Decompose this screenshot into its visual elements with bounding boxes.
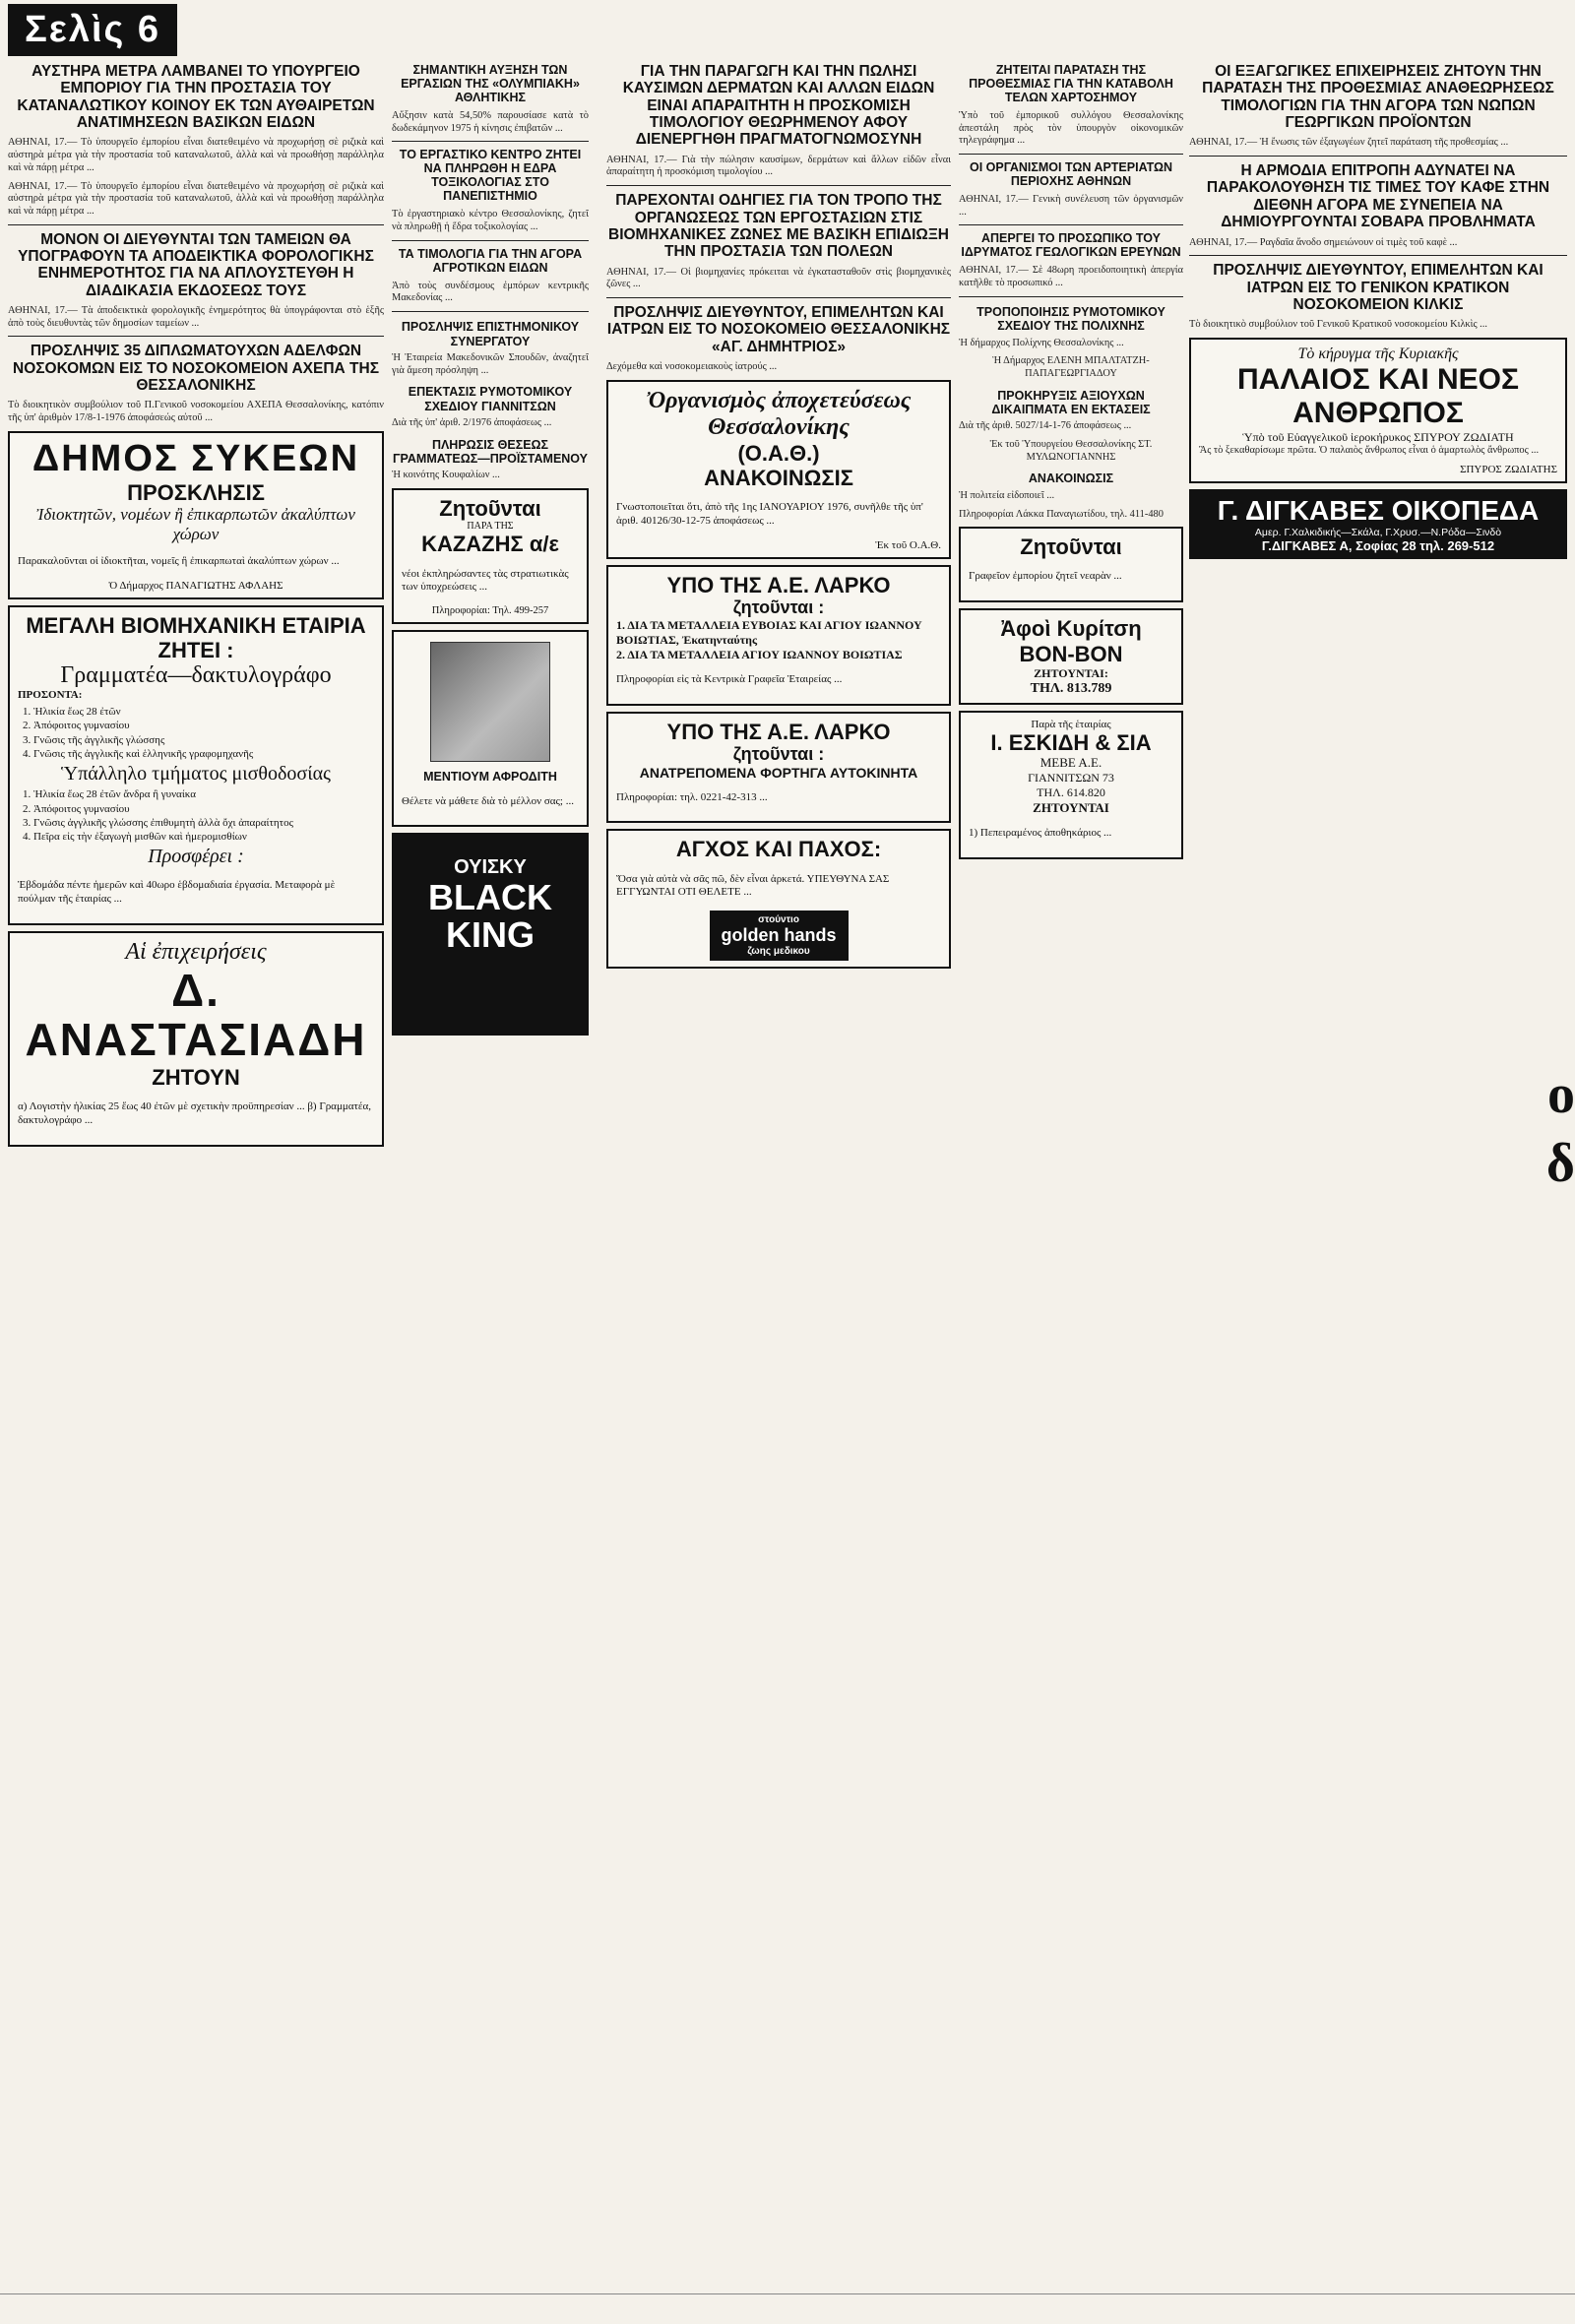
anatolia-title: ΑΝΑΚΟΙΝΩΣΙΣ — [1028, 471, 1114, 486]
larko2-title: ΥΠΟ ΤΗΣ Α.Ε. ΛΑΡΚΟ — [666, 719, 891, 744]
industry-offer-text: Ἑβδομάδα πέντε ἡμερῶν καὶ 40ωρο ἑβδομαδιαία ἐργασία. Μεταφορὰ μὲ πούλμαν τῆς ἑταιρίας ... — [18, 879, 336, 906]
diet-brand-post: ζωης μεδικου — [747, 946, 810, 958]
coffee-text: ΑΘΗΝΑΙ, 17.— Ραγδαῖα ἄνοδο σημειώνουν οἱ τιμὲς τοῦ καφὲ ... — [1189, 236, 1458, 248]
anastasiadi-name: Δ. ΑΝΑΣΤΑΣΙΑΔΗ — [25, 964, 367, 1066]
sermon-label: Τὸ κήρυγμα τῆς Κυριακῆς — [1297, 345, 1459, 363]
bonbon-wants: ΖΗΤΟΥΝΤΑΙ: — [1034, 665, 1108, 680]
labcentre-headline: ΤΟ ΕΡΓΑΣΤΙΚΟ ΚΕΝΤΡΟ ΖΗΤΕΙ ΝΑ ΠΛΗΡΩΘΗ Η ΕΔΡΑ ΤΟΞΙΚΟΛΟΓΙΑΣ ΣΤΟ ΠΑΝΕΠΙΣΤΗΜΙΟ — [399, 148, 582, 204]
aphrodite-photo — [430, 642, 550, 762]
typists-text: Ἡ Ἑταιρεία Μακεδονικῶν Σπουδῶν, ἀναζητεῖ γιὰ ἄμεση πρόσληψη ... — [392, 351, 589, 376]
industry-qual-label: ΠΡΟΣΟΝΤΑ: — [18, 689, 83, 702]
industry-role1: Γραμματέα—δακτυλογράφο — [60, 662, 332, 689]
main-headline: ΑΥΣΤΗΡΑ ΜΕΤΡΑ ΛΑΜΒΑΝΕΙ ΤΟ ΥΠΟΥΡΓΕΙΟ ΕΜΠΟΡΙΟΥ ΓΙΑ ΤΗΝ ΠΡΟΣΤΑΣΙΑ ΤΟΥ ΚΑΤΑΝΑΛΩΤΙΚΟΥ ΚΟΙΝΟΥ ΕΚ ΤΩΝ ΑΥΘΑΙΡΕΤΩΝ ΑΝΑΤΙΜΗΣΕΩΝ ΒΑΣΙΚΩΝ ΕΙΔΩΝ — [17, 63, 375, 132]
diet-brand-box — [710, 911, 849, 961]
main-article-text-repeat: ΑΘΗΝΑΙ, 17.— Τὸ ὑπουργεῖο ἐμπορίου εἶναι διατεθειμένο νὰ προχωρήσῃ σὲ ριζικὰ καὶ αὐστηρὰ μέτρα γιὰ τὴν προστασία τοῦ καταναλωτοῦ, ἀλλὰ καὶ νὰ προωθήσῃ παράλληλα καὶ νὰ πάρῃ μέτρα ... — [8, 180, 384, 217]
exports-headline: ΟΙ ΕΞΑΓΩΓΙΚΕΣ ΕΠΙΧΕΙΡΗΣΕΙΣ ΖΗΤΟΥΝ ΤΗΝ ΠΑΡΑΤΑΣΗ ΤΗΣ ΠΡΟΘΕΣΜΙΑΣ ΑΝΑΘΕΩΡΗΣΕΩΣ ΤΙΜΟΛΟΓΙΩΝ ΓΙΑ ΤΗΝ ΑΓΟΡΑ ΤΩΝ ΝΩΠΩΝ ΓΕΩΡΓΙΚΩΝ ΠΡΟΪΟΝΤΩΝ — [1202, 63, 1554, 132]
larko2-sub: ΑΝΑΤΡΕΠΟΜΕΝΑ ΦΟΡΤΗΓΑ ΑΥΤΟΚΙΝΗΤΑ — [639, 764, 918, 781]
digkaves-text: Αμερ. Γ.Χαλκιδικής—Σκάλα, Γ.Χρυσ.—Ν.Ρόδα—Σινδὸ — [1254, 526, 1502, 538]
column-6 — [1189, 59, 1567, 2285]
urbanplan-text: Ἡ δήμαρχος Πολίχνης Θεσσαλονίκης ... — [959, 337, 1124, 348]
diet-ad — [606, 829, 951, 969]
zones-headline: ΠΑΡΕΧΟΝΤΑΙ ΟΔΗΓΙΕΣ ΓΙΑ ΤΟΝ ΤΡΟΠΟ ΤΗΣ ΟΡΓΑΝΩΣΕΩΣ ΤΩΝ ΕΡΓΟΣΤΑΣΙΩΝ ΣΤΙΣ ΒΙΟΜΗΧΑΝΙΚΕΣ ΖΩΝΕΣ ΜΕ ΒΑΣΙΚΗ ΕΠΙΔΙΩΞΗ ΤΗΝ ΠΡΟΣΤΑΣΙΑ ΤΩΝ ΠΟΛΕΩΝ — [608, 192, 949, 261]
olympic-text: Αὔξησιν κατὰ 54,50% παρουσίασε κατὰ τὸ δωδεκάμηνον 1975 ἡ κίνησις ἐπιβατῶν ... — [392, 110, 589, 134]
industry-quals1-list — [18, 705, 374, 761]
kazazis-name: ΚΑΖΑΖΗΣ α/ε — [421, 532, 559, 557]
qualification-item: 1. Ἡλικία ἕως 28 ἐτῶν — [33, 705, 374, 719]
labcentre-text: Τὸ ἐργαστηριακὸ κέντρο Θεσσαλονίκης, ζητεῖ νὰ πληρωθῇ ἡ ἕδρα τοξικολογίας ... — [392, 209, 589, 233]
qualification-item: 2. Ἀπόφοιτος γυμνασίου — [33, 719, 374, 732]
prices-text: Ἀπὸ τοὺς συνδέσμους ἐμπόρων κεντρικῆς Μακεδονίας ... — [392, 280, 589, 304]
larko1-title: ΥΠΟ ΤΗΣ Α.Ε. ΛΑΡΚΟ — [666, 572, 891, 597]
sermon-box — [1189, 338, 1567, 483]
digkaves-name: Γ. ΔΙΓΚΑΒΕΣ ΟΙΚΟΠΕΔΑ — [1217, 494, 1540, 526]
hospital-text: Δεχόμεθα καὶ νοσοκομειακοὺς ἰατρούς ... — [606, 361, 778, 373]
sykeon-subtitle: ΠΡΟΣΚΛΗΣΙΣ — [127, 479, 265, 505]
anatolia-phone: Πληροφορίαι Λάκκα Παναγιωτίδου, τηλ. 411-480 — [959, 508, 1164, 520]
industry-wants: ΖΗΤΕΙ : — [158, 637, 234, 662]
hospital-headline: ΠΡΟΣΛΗΨΙΣ ΔΙΕΥΘΥΝΤΟΥ, ΕΠΙΜΕΛΗΤΩΝ ΚΑΙ ΙΑΤΡΩΝ ΕΙΣ ΤΟ ΝΟΣΟΚΟΜΕΙΟ ΘΕΣΣΑΛΟΝΙΚΗΣ «ΑΓ. ΔΗΜΗΤΡΙΟΣ» — [606, 303, 951, 355]
digkaves-address: Γ.ΔΙΓΚΑΒΕΣ Α, Σοφίας 28 τηλ. 269-512 — [1261, 537, 1495, 553]
main-article-text: ΑΘΗΝΑΙ, 17.— Τὸ ὑπουργεῖο ἐμπορίου εἶναι διατεθειμένο νὰ προχωρήσῃ σὲ ριζικὰ καὶ αὐστηρὰ μέτρα γιὰ τὴν προστασία τοῦ καταναλωτοῦ, ἀλλὰ καὶ νὰ προωθήσῃ παράλληλα καὶ νὰ πάρῃ μέτρα ... — [8, 137, 384, 173]
larko1-ad — [606, 565, 951, 706]
column-center — [606, 59, 951, 2285]
oath-title: Ὀργανισμὸς ἀποχετεύσεως Θεσσαλονίκης — [646, 387, 912, 440]
employment-headline: ΜΟΝΟΝ ΟΙ ΔΙΕΥΘΥΝΤΑΙ ΤΩΝ ΤΑΜΕΙΩΝ ΘΑ ΥΠΟΓΡΑΦΟΥΝ ΤΑ ΑΠΟΔΕΙΚΤΙΚΑ ΦΟΡΟΛΟΓΙΚΗΣ ΕΝΗΜΕΡΟΤΗΤΟΣ ΓΙΑ ΝΑ ΑΠΛΟΥΣΤΕΥΘΗ Η ΔΙΑΔΙΚΑΣΙΑ ΕΚΔΟΣΕΩΣ ΤΟΥΣ — [18, 230, 374, 299]
wanted-girl-text: Γραφεῖον ἐμπορίου ζητεῖ νεαρὰν ... — [969, 570, 1122, 583]
secretary-text: Ἡ κοινότης Κουφαλίων ... — [392, 470, 500, 481]
anastasiadi-text: α) Λογιστὴν ἡλικίας 25 ἕως 40 ἐτῶν μὲ σχετικὴν προϋπηρεσίαν ... β) Γραμματέα, δακτυλογράφο ... — [18, 1100, 372, 1127]
qualification-item: 3. Γνῶσις τῆς ἀγγλικῆς γλώσσης — [33, 733, 374, 747]
sykeon-signature: Ὁ Δήμαρχος ΠΑΝΑΓΙΩΤΗΣ ΑΦΛΑΗΣ — [108, 579, 284, 592]
qualification-item: 3. Γνῶσις ἀγγλικῆς γλώσσης ἐπιθυμητὴ ἀλλὰ ὄχι ἀπαραίτητος — [33, 816, 374, 830]
zones-text: ΑΘΗΝΑΙ, 17.— Οἱ βιομηχανίες πρόκειται νὰ ἐγκατασταθοῦν στὶς βιομηχανικὲς ζῶνες ... — [606, 266, 951, 290]
kazazis-phone: Πληροφορίαι: Τηλ. 499-257 — [431, 605, 549, 617]
diet-title: ΑΓΧΟΣ ΚΑΙ ΠΑΧΟΣ: — [675, 837, 882, 862]
industry-quals2-list — [18, 787, 374, 844]
nurses-headline: ΠΡΟΣΛΗΨΙΣ 35 ΔΙΠΛΩΜΑΤΟΥΧΩΝ ΑΔΕΛΦΩΝ ΝΟΣΟΚΟΜΩΝ ΕΙΣ ΤΟ ΝΟΣΟΚΟΜΕΙΟΝ ΑΧΕΠΑ ΤΗΣ ΘΕΣΣΑΛΟΝΙΚΗΣ — [13, 343, 379, 395]
secretary-title: ΠΛΗΡΩΣΙΣ ΘΕΣΕΩΣ ΓΡΑΜΜΑΤΕΩΣ—ΠΡΟΪΣΤΑΜΕΝΟΥ — [392, 437, 589, 467]
geology-text: ΑΘΗΝΑΙ, 17.— Σὲ 48ωρη προειδοποιητικὴ ἀπεργία κατῆλθε τὸ προσωπικό ... — [959, 265, 1183, 289]
wanted-girl-ad — [959, 527, 1183, 602]
larko2-text: Πληροφορίαι: τηλ. 0221-42-313 ... — [616, 790, 768, 803]
qualification-item: 2. Ἀπόφοιτος γυμνασίου — [33, 802, 374, 816]
tax-headline: ΖΗΤΕΙΤΑΙ ΠΑΡΑΤΑΣΗ ΤΗΣ ΠΡΟΘΕΣΜΙΑΣ ΓΙΑ ΤΗΝ ΚΑΤΑΒΟΛΗ ΤΕΛΩΝ ΧΑΡΤΟΣΗΜΟΥ — [969, 63, 1173, 104]
auction-text: Διὰ τῆς ἀριθ. 5027/14-1-76 ἀποφάσεως ... — [959, 420, 1132, 432]
larko2-wants: ζητοῦνται : — [732, 743, 825, 764]
eskidi-ad — [959, 711, 1183, 859]
employment-text: ΑΘΗΝΑΙ, 17.— Τὰ ἀποδεικτικὰ φορολογικῆς ἐνημερότητος θὰ ὑπογράφονται στὸ ἑξῆς ἀπὸ τοὺς διευθυντὰς τῶν δημοσίων ταμείων ... — [8, 305, 384, 329]
blackking-top: ΟΥΙΣΚΥ — [454, 856, 527, 879]
plan-text: Διὰ τῆς ὑπ' ἀριθ. 2/1976 ἀποφάσεως ... — [392, 417, 552, 428]
bonbon-ad — [959, 608, 1183, 705]
sermon-title: ΠΑΛΑΙΟΣ ΚΑΙ ΝΕΟΣ ΑΝΘΡΩΠΟΣ — [1236, 363, 1520, 430]
diet-brand-pre: στούντιο — [758, 914, 799, 926]
sykeon-text: Παρακαλοῦνται οἱ ἰδιοκτῆται, νομεῖς ἢ ἐπικαρπωταὶ ἀκαλύπτων χώρων ... — [18, 554, 340, 567]
edge-fragment-1: ο — [1547, 1064, 1575, 1125]
aphrodite-ad — [392, 630, 589, 827]
industry-ad — [8, 605, 384, 925]
column-5 — [959, 59, 1183, 2285]
plan-title: ΕΠΕΚΤΑΣΙΣ ΡΥΜΟΤΟΜΙΚΟΥ ΣΧΕΔΙΟΥ ΓΙΑΝΝΙΤΣΩΝ — [408, 385, 573, 413]
page-number-label: Σελὶς 6 — [8, 4, 177, 56]
sykeon-ad — [8, 431, 384, 599]
urbanplan-title: ΤΡΟΠΟΠΟΙΗΣΙΣ ΡΥΜΟΤΟΜΙΚΟΥ ΣΧΕΔΙΟΥ ΤΗΣ ΠΟΛΙΧΝΗΣ — [976, 304, 1166, 334]
page-footer — [0, 2293, 1575, 2324]
general-hospital-text: Τὸ διοικητικὸ συμβούλιον τοῦ Γενικοῦ Κρατικοῦ νοσοκομείου Κιλκὶς ... — [1189, 319, 1487, 331]
bonbon-title: Ἀφοὶ Κυρίτση — [1000, 616, 1142, 642]
nurses-text: Τὸ διοικητικὸν συμβούλιον τοῦ Π.Γενικοῦ νοσοκομείου ΑΧΕΠΑ Θεσσαλονίκης, κατόπιν τῆς ὑπ' ἀριθμὸν 17/8-1-1976 ἀποφάσεώς αὐτοῦ ... — [8, 400, 384, 424]
typists-title: ΠΡΟΣΛΗΨΙΣ ΕΠΙΣΤΗΜΟΝΙΚΟΥ ΣΥΝΕΡΓΑΤΟΥ — [401, 320, 580, 348]
wanted-girl-title: Ζητοῦνται — [1020, 534, 1122, 560]
general-hospital-headline: ΠΡΟΣΛΗΨΙΣ ΔΙΕΥΘΥΝΤΟΥ, ΕΠΙΜΕΛΗΤΩΝ ΚΑΙ ΙΑΤΡΩΝ ΕΙΣ ΤΟ ΓΕΝΙΚΟΝ ΚΡΑΤΙΚΟΝ ΝΟΣΟΚΟΜΕΙΟΝ ΚΙΛΚΙΣ — [1213, 262, 1544, 313]
sykeon-tagline: Ἰδιοκτητῶν, νομέων ἢ ἐπικαρπωτῶν ἀκαλύπτων χώρων — [36, 504, 355, 543]
qualification-item: 1. Ἡλικία ἕως 28 ἐτῶν ἄνδρα ἢ γυναίκα — [33, 787, 374, 801]
eskidi-wants: ΖΗΤΟΥΝΤΑΙ — [1033, 800, 1109, 816]
larko1-items — [616, 618, 941, 662]
eskidi-pre: Παρὰ τῆς ἑταιρίας — [1031, 718, 1111, 730]
geology-headline: ΑΠΕΡΓΕΙ ΤΟ ΠΡΟΣΩΠΙΚΟ ΤΟΥ ΙΔΡΥΜΑΤΟΣ ΓΕΩΛΟΓΙΚΩΝ ΕΡΕΥΝΩΝ — [961, 231, 1181, 260]
column-1 — [8, 59, 384, 2285]
prices-headline: ΤΑ ΤΙΜΟΛΟΓΙΑ ΓΙΑ ΤΗΝ ΑΓΟΡΑ ΑΓΡΟΤΙΚΩΝ ΕΙΔΩΝ — [398, 246, 583, 275]
larko-item: 1. ΔΙΑ ΤΑ ΜΕΤΑΛΛΕΙΑ ΕΥΒΟΙΑΣ ΚΑΙ ΑΓΙΟΥ ΙΩΑΝΝΟΥ ΒΟΙΩΤΙΑΣ, Ἐκατηνταύτης — [616, 617, 922, 647]
blackking-ad — [392, 833, 589, 1036]
exports-text: ΑΘΗΝΑΙ, 17.— Ἡ ἔνωσις τῶν ἐξαγωγέων ζητεῖ παράταση τῆς προθεσμίας ... — [1189, 137, 1509, 149]
larko2-ad — [606, 712, 951, 824]
qualification-item: 4. Γνῶσις τῆς ἀγγλικῆς καὶ ἑλληνικῆς γραφομηχανῆς — [33, 747, 374, 761]
bonbon-name: ΒΟΝ-ΒΟΝ — [1019, 641, 1123, 666]
tax-text: Ὑπὸ τοῦ ἐμπορικοῦ συλλόγου Θεσσαλονίκης ἀπεστάλη πρὸς τὸν ὑπουργὸν οἰκονομικῶν τηλεγράφημα ... — [959, 110, 1183, 147]
sermon-byline: Ὑπὸ τοῦ Εὐαγγελικοῦ ἱεροκήρυκος ΣΠΥΡΟΥ ΖΩΔΙΑΤΗ — [1242, 430, 1514, 445]
larko1-text: Πληροφορίαι εἰς τὰ Κεντρικὰ Γραφεῖα Ἑταιρείας ... — [616, 672, 843, 685]
artesian-text: ΑΘΗΝΑΙ, 17.— Γενικὴ συνέλευση τῶν ὀργανισμῶν ... — [959, 194, 1183, 218]
artesian-headline: ΟΙ ΟΡΓΑΝΙΣΜΟΙ ΤΩΝ ΑΡΤΕΡΙΑΤΩΝ ΠΕΡΙΟΧΗΣ ΑΘΗΝΩΝ — [969, 160, 1173, 189]
fuel-headline: ΓΙΑ ΤΗΝ ΠΑΡΑΓΩΓΗ ΚΑΙ ΤΗΝ ΠΩΛΗΣΙ ΚΑΥΣΙΜΩΝ ΔΕΡΜΑΤΩΝ ΚΑΙ ΑΛΛΩΝ ΕΙΔΩΝ ΕΙΝΑΙ ΑΠΑΡΑΙΤΗΤΗ Η ΠΡΟΣΚΟΜΙΣΗ ΤΙΜΟΛΟΓΙΟΥ ΘΕΩΡΗΜΕΝΟΥ ΑΦΟΥ ΔΙΕΝΕΡΓΗΘΗ ΠΡΑΓΜΑΤΟΓΝΩΜΟΣΥΝΗ — [622, 63, 935, 149]
edge-fragment-2: δ — [1545, 1133, 1575, 1194]
industry-title: ΜΕΓΑΛΗ ΒΙΟΜΗΧΑΝΙΚΗ ΕΤΑΙΡΙΑ — [26, 612, 366, 638]
blackking-name: BLACK KING — [428, 877, 552, 956]
oath-ad — [606, 380, 951, 559]
industry-offers: Προσφέρει : — [148, 846, 244, 868]
olympic-headline: ΣΗΜΑΝΤΙΚΗ ΑΥΞΗΣΗ ΤΩΝ ΕΡΓΑΣΙΩΝ ΤΗΣ «ΟΛΥΜΠΙΑΚΗ» ΑΘΛΗΤΙΚΗΣ — [401, 63, 580, 104]
larko-item: 2. ΔΙΑ ΤΑ ΜΕΤΑΛΛΕΙΑ ΑΓΙΟΥ ΙΩΑΝΝΟΥ ΒΟΙΩΤΙΑΣ — [616, 647, 903, 661]
oath-abbr: (Ο.Α.Θ.) — [737, 440, 820, 466]
column-2 — [392, 59, 589, 2285]
eskidi-name: Ι. ΕΣΚΙΔΗ & ΣΙΑ — [990, 729, 1152, 755]
auction-signature: Ἐκ τοῦ Ὑπουργείου Θεσσαλονίκης ΣΤ. ΜΥΛΩΝΟΓΙΑΝΝΗΣ — [989, 439, 1153, 463]
sermon-text: Ἂς τὸ ξεκαθαρίσωμε πρῶτα. Ὁ παλαιὸς ἄνθρωπος εἶναι ὁ ἁμαρτωλὸς ἄνθρωπος ... — [1199, 445, 1540, 457]
eskidi-phone: ΤΗΛ. 614.820 — [1037, 785, 1105, 800]
eskidi-sub: ΜΕΒΕ Α.Ε. — [1040, 755, 1102, 771]
oath-signature: Ἐκ τοῦ Ο.Α.Θ. — [875, 538, 941, 551]
coffee-headline: Η ΑΡΜΟΔΙΑ ΕΠΙΤΡΟΠΗ ΑΔΥΝΑΤΕΙ ΝΑ ΠΑΡΑΚΟΛΟΥΘΗΣΗ ΤΙΣ ΤΙΜΕΣ ΤΟΥ ΚΑΦΕ ΣΤΗΝ ΔΙΕΘΝΗ ΑΓΟΡΑ ΜΕ ΣΥΝΕΠΕΙΑ ΝΑ ΔΗΜΙΟΥΡΓΟΥΝΤΑΙ ΣΟΒΑΡΑ ΠΡΟΒΛΗΜΑΤΑ — [1206, 162, 1550, 231]
larko1-wants: ζητοῦνται : — [732, 597, 825, 618]
aphrodite-text: Θέλετε νὰ μάθετε διὰ τὸ μέλλον σας; ... — [402, 794, 574, 807]
bonbon-phone: ΤΗΛ. 813.789 — [1030, 680, 1112, 696]
anastasiadi-ad — [8, 931, 384, 1147]
urbanplan-signature: Ἡ Δήμαρχος ΕΛΕΝΗ ΜΠΑΛΤΑΤΖΗ-ΠΑΠΑΓΕΩΡΓΙΑΔΟΥ — [992, 355, 1150, 379]
kazazis-sub: ΠΑΡΑ ΤΗΣ — [467, 521, 514, 533]
eskidi-text: 1) Πεπειραμένος ἀποθηκάριος ... — [969, 827, 1112, 840]
sermon-signature: ΣΠΥΡΟΣ ΖΩΔΙΑΤΗΣ — [1460, 463, 1557, 475]
industry-role2: Ὑπάλληλο τμήματος μισθοδοσίας — [61, 763, 331, 785]
diet-brand: golden hands — [721, 925, 837, 946]
fuel-text: ΑΘΗΝΑΙ, 17.— Γιὰ τὴν πώλησιν καυσίμων, δερμάτων καὶ ἄλλων εἰδῶν εἶναι ἀπαραίτητη ἡ προσκόμιση τιμολογίου ... — [606, 154, 951, 178]
kazazis-ad — [392, 488, 589, 624]
anatolia-text: Ἡ πολιτεία εἰδοποιεῖ ... — [959, 489, 1055, 501]
eskidi-address: ΓΙΑΝΝΙΤΣΩΝ 73 — [1028, 771, 1114, 785]
anastasiadi-wants: ΖΗΤΟΥΝ — [152, 1065, 240, 1091]
sykeon-title: ΔΗΜΟΣ ΣΥΚΕΩΝ — [32, 437, 360, 479]
qualification-item: 4. Πεῖρα εἰς τὴν ἐξαγωγὴ μισθῶν καὶ ἡμερομισθίων — [33, 830, 374, 844]
oath-text: Γνωστοποιεῖται ὅτι, ἀπὸ τῆς 1ης ΙΑΝΟΥΑΡΙΟΥ 1976, συνῆλθε τῆς ὑπ' ἀριθ. 40126/30-12-75 ἀποφάσεως ... — [616, 501, 923, 528]
diet-text: Ὅσα γιὰ αὐτὰ νὰ σᾶς πῶ, δὲν εἶναι ἀρκετά. ΥΠΕΥΘΥΝΑ ΣΑΣ ΕΓΓΥΩΝΤΑΙ ΟΤΙ ΘΕΛΕΤΕ ... — [616, 872, 890, 899]
kazazis-text: νέοι ἐκπληρώσαντες τὰς στρατιωτικὰς των ὑποχρεώσεις ... — [402, 567, 569, 594]
masthead — [8, 4, 402, 61]
auction-title: ΠΡΟΚΗΡΥΞΙΣ ΑΞΙΟΥΧΩΝ ΔΙΚΑΙΠΜΑΤΑ ΕΝ ΕΚΤΑΣΕΙΣ — [991, 388, 1151, 416]
kazazis-title: Ζητοῦνται — [439, 496, 541, 522]
oath-sub: ΑΝΑΚΟΙΝΩΣΙΣ — [704, 466, 853, 491]
aphrodite-title: ΜΕΝΤΙΟΥΜ ΑΦΡΟΔΙΤΗ — [423, 770, 557, 785]
digkaves-ad — [1189, 489, 1567, 559]
anastasiadi-pre: Αἱ ἐπιχειρήσεις — [125, 938, 267, 965]
